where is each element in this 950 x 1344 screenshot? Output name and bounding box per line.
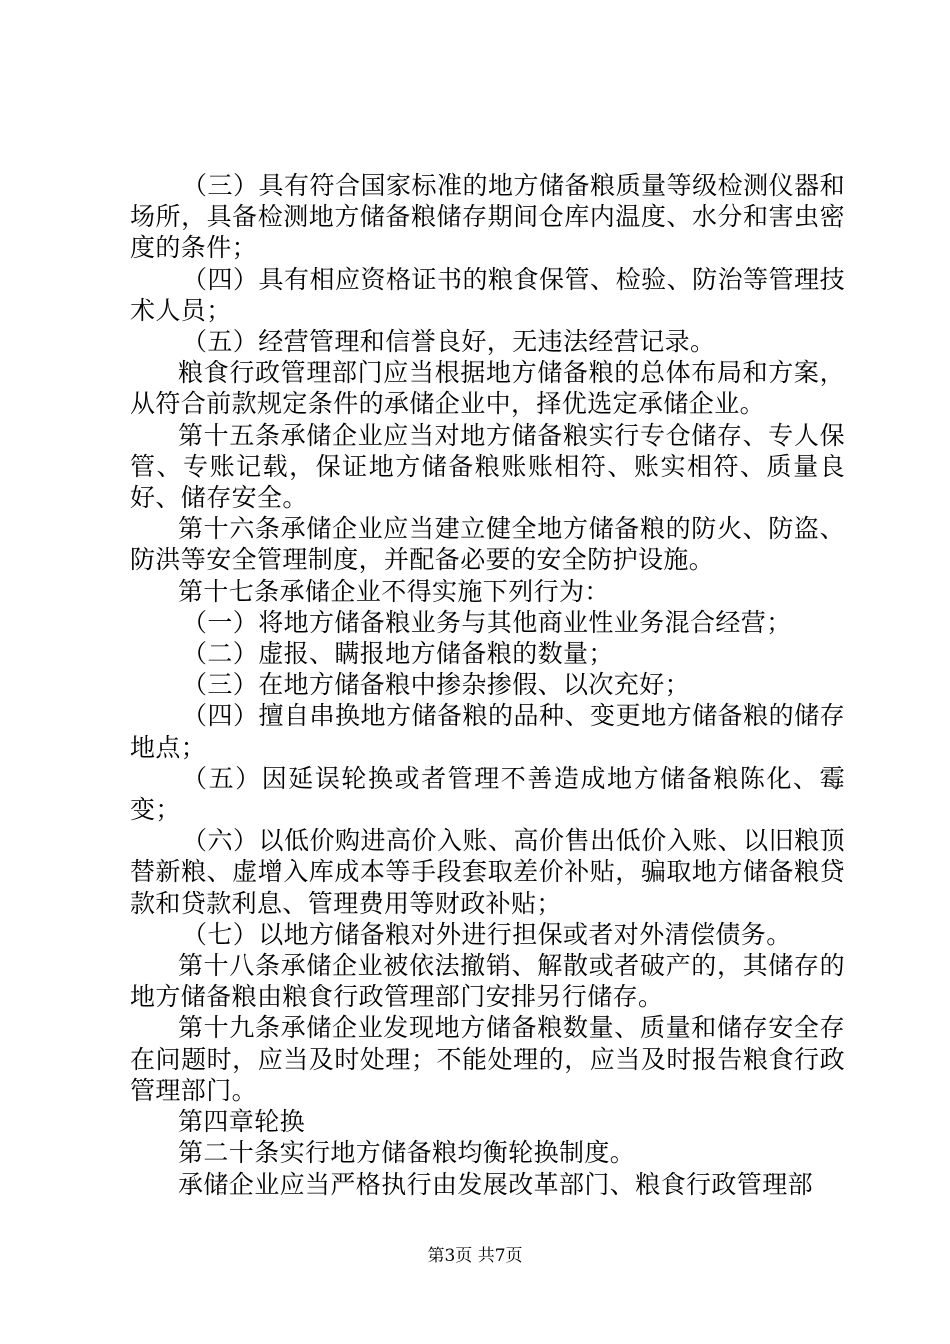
paragraph-prohibition-5: （五）因延误轮换或者管理不善造成地方储备粮陈化、霉变； xyxy=(130,763,845,825)
paragraph-article-18: 第十八条承储企业被依法撤销、解散或者破产的，其储存的地方储备粮由粮食行政管理部门安排另行储存。 xyxy=(130,951,845,1012)
paragraph-clause-3: （三）具有符合国家标准的地方储备粮质量等级检测仪器和场所，具备检测地方储备粮储存期间仓库内温度、水分和害虫密度的条件； xyxy=(130,171,845,263)
paragraph-article-19: 第十九条承储企业发现地方储备粮数量、质量和储存安全存在问题时，应当及时处理；不能处理的，应当及时报告粮食行政管理部门。 xyxy=(130,1013,845,1105)
page-number-label: 第3页 共7页 xyxy=(427,1246,523,1266)
paragraph-prohibition-4: （四）擅自串换地方储备粮的品种、变更地方储备粮的储存地点； xyxy=(130,701,845,762)
paragraph-article-20: 第二十条实行地方储备粮均衡轮换制度。 xyxy=(178,1138,636,1168)
paragraph-prohibition-7: （七）以地方储备粮对外进行担保或者对外清偿债务。 xyxy=(182,919,792,949)
paragraph-article-16: 第十六条承储企业应当建立健全地方储备粮的防火、防盗、防洪等安全管理制度，并配备必要的安全防护设施。 xyxy=(130,514,845,575)
paragraph-clause-4: （四）具有相应资格证书的粮食保管、检验、防治等管理技术人员； xyxy=(130,264,845,325)
document-body xyxy=(130,170,845,1200)
paragraph-prohibition-1: （一）将地方储备粮业务与其他商业性业务混合经营； xyxy=(182,607,792,637)
paragraph-clause-5: （五）经营管理和信誉良好，无违法经营记录。 xyxy=(182,327,716,357)
page-footer xyxy=(0,1245,950,1267)
paragraph-prohibition-2: （二）虚报、瞒报地方储备粮的数量； xyxy=(182,639,614,669)
paragraph-article-17: 第十七条承储企业不得实施下列行为： xyxy=(178,576,610,606)
paragraph-rotation-duty: 承储企业应当严格执行由发展改革部门、粮食行政管理部 xyxy=(178,1169,814,1199)
paragraph-article-15: 第十五条承储企业应当对地方储备粮实行专仓储存、专人保管、专账记载，保证地方储备粮账账相符、账实相符、质量良好、储存安全。 xyxy=(130,420,845,513)
paragraph-selection: 粮食行政管理部门应当根据地方储备粮的总体布局和方案，从符合前款规定条件的承储企业中，择优选定承储企业。 xyxy=(130,358,845,419)
chapter-heading: 第四章轮换 xyxy=(178,1107,306,1137)
paragraph-prohibition-3: （三）在地方储备粮中掺杂掺假、以次充好； xyxy=(182,670,691,700)
paragraph-prohibition-6: （六）以低价购进高价入账、高价售出低价入账、以旧粮顶替新粮、虚增入库成本等手段套取差价补贴，骗取地方储备粮贷款和贷款利息、管理费用等财政补贴； xyxy=(130,826,845,918)
